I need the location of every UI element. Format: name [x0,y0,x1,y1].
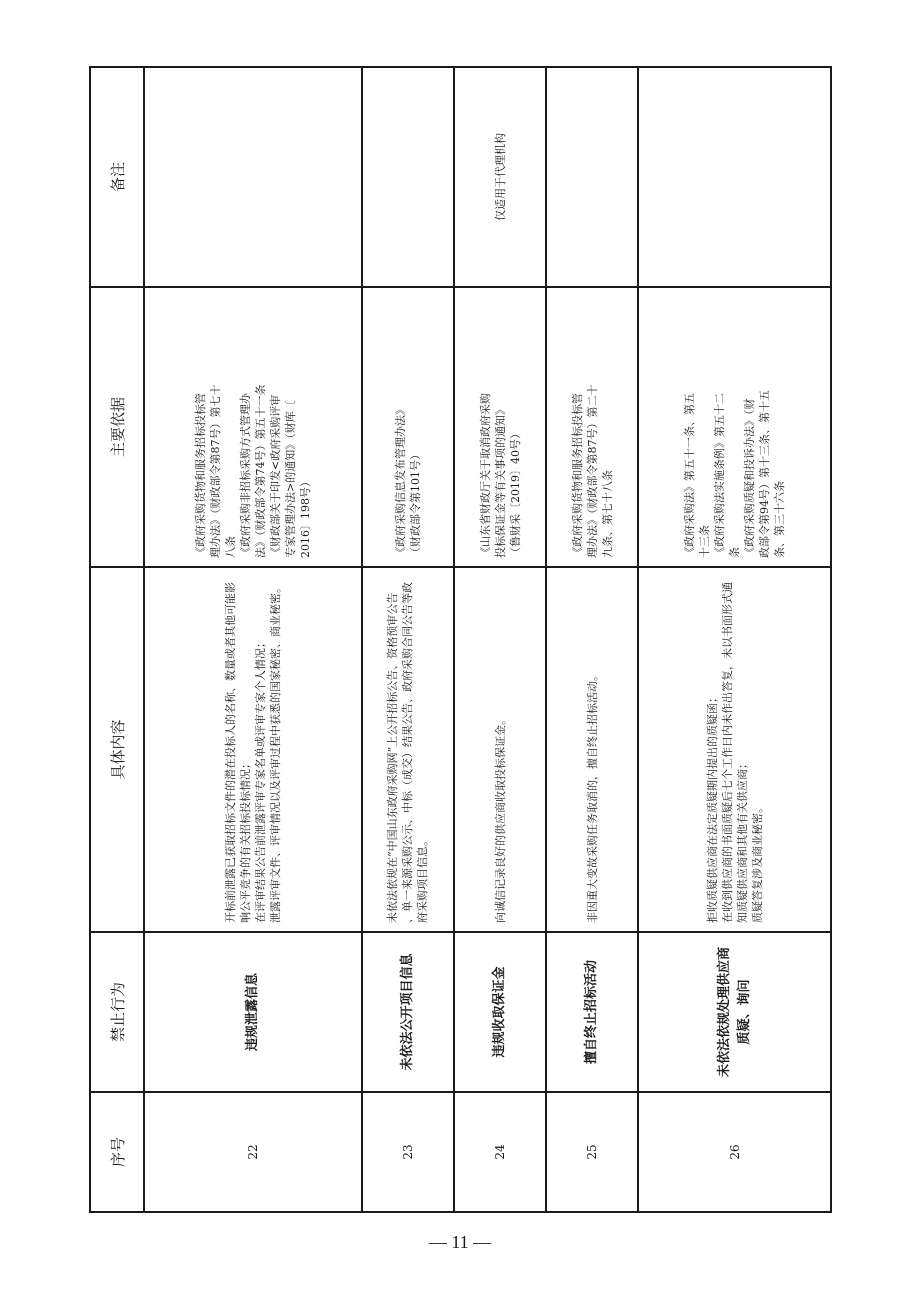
row-note [638,67,831,287]
row-note: 仅适用于代理机构 [454,67,546,287]
header-basis: 主要依据 [90,287,144,567]
row-basis [454,287,546,567]
basis-line: 九条、第七十八条 [600,470,614,558]
content-line: 开标前泄露已获取招标文件的潜在投标人的名称、数量或者其他可能影 [223,582,237,923]
row-seq: 26 [638,1092,831,1212]
table-header-row [90,67,144,1212]
row-content [638,567,831,932]
rotated-table-container [89,68,832,1213]
table-row [638,67,831,1212]
row-note [546,67,638,287]
content-line: 拒收质疑供应商在法定质疑期内提出的质疑函； [705,692,719,923]
row-content [546,567,638,932]
header-content: 具体内容 [90,567,144,932]
basis-line: 《财政部关于印发<政府采购评审 [268,394,282,558]
basis-line: 《政府采购信息发布管理办法》 [393,404,407,558]
basis-line: 法》（财政部令第74号）第五十一条 [253,384,267,558]
basis-line: 《政府采购质疑和投诉办法》（财 [743,398,757,558]
basis-line: 《政府采购货物和服务招标投标管 [570,393,584,558]
content-line: 在评审结果公告前泄露评审专家名单或评审专家个人情况； [253,637,267,923]
table-row [454,67,546,1212]
basis-line: 《政府采购法》第五十一条、第五 [683,393,697,558]
row-note [144,67,362,287]
content-line: 、单一来源采购公示、中标（成交）结果公告、政府采购合同公告等政 [401,582,415,923]
basis-line: （鲁财采〔2019〕40号） [508,428,522,558]
basis-line: 理办法》（财政部令第87号）第七十 [208,384,222,558]
content-line: 响公平竞争的有关招标投标情况； [238,758,252,923]
content-line: 未依法依规在“中国山东政府采购网”上公开招标公告、资格预审公告 [386,592,400,923]
basis-line: 十三条 [698,525,712,558]
basis-line: 专家管理办法>的通知》（财库〔 [283,400,297,558]
table-row [362,67,454,1212]
basis-line: 《山东省财政厅关于取消政府采购 [478,393,492,558]
basis-line: 条 [728,547,742,558]
row-seq: 22 [144,1092,362,1212]
row-act: 未依法依规处理供应商质疑、询问 [638,932,831,1092]
content-line: 知质疑供应商和其他有关供应商； [735,758,749,923]
row-content [144,567,362,932]
row-content [362,567,454,932]
prohibited-behaviors-table [89,66,832,1213]
basis-line: 八条 [223,536,237,558]
header-act: 禁止行为 [90,932,144,1092]
basis-line: 2016〕198号） [298,476,312,558]
row-seq: 25 [546,1092,638,1212]
content-line: 在收到供应商的书面质疑后七个工作日内未作出答复，未以书面形式通 [720,582,734,923]
header-note: 备注 [90,67,144,287]
row-basis [362,287,454,567]
basis-line: 理办法》（财政部令第87号）第二十 [585,384,599,558]
content-line: 非因重大变故采购任务取消的，擅自终止招标活动。 [585,670,599,923]
content-line: 质疑答复涉及商业秘密。 [750,802,764,923]
row-basis [144,287,362,567]
table-row [546,67,638,1212]
row-note [362,67,454,287]
content-line: 府采购项目信息。 [416,835,430,923]
row-act: 违规泄露信息 [144,932,362,1092]
row-seq: 24 [454,1092,546,1212]
basis-line: （财政部令第101号） [408,449,422,558]
row-seq: 23 [362,1092,454,1212]
content-line: 向诚信记录良好的供应商收取投标保证金。 [493,714,507,923]
row-content [454,567,546,932]
basis-line: 《政府采购货物和服务招标投标管 [193,393,207,558]
row-act: 违规收取保证金 [454,932,546,1092]
basis-line: 政部令第94号）第十三条、第十五 [758,390,772,558]
basis-line: 投标保证金等有关事项的通知》 [493,404,507,558]
page-number: — 11 — [428,1232,492,1252]
basis-line: 《政府采购非招标采购方式管理办 [238,393,252,558]
content-line: 泄露评审文件、评审情况以及评审过程中获悉的国家秘密、商业秘密。 [268,582,282,923]
row-basis [638,287,831,567]
basis-line: 条、第三十六条 [773,481,787,558]
row-basis [546,287,638,567]
row-act: 未依法公开项目信息 [362,932,454,1092]
basis-line: 《政府采购法实施条例》第五十二 [713,393,727,558]
header-seq: 序号 [90,1092,144,1212]
row-act: 擅自终止招标活动 [546,932,638,1092]
table-row [144,67,362,1212]
